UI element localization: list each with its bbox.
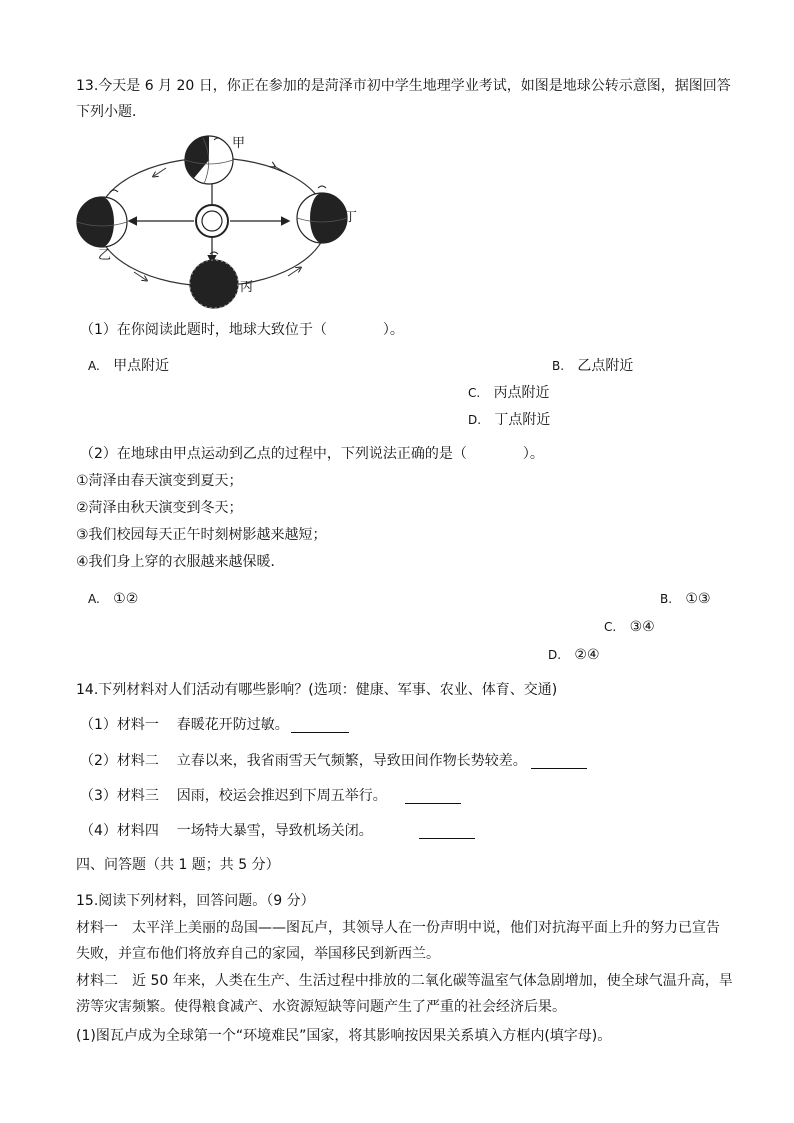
q13-sub2-statement-4: ④我们身上穿的衣服越来越保暖．: [76, 554, 285, 570]
q15-material2-line2: 涝等灾害频繁。使得粮食减产、水资源短缺等问题产生了严重的社会经济后果。: [76, 999, 566, 1015]
q13-intro-line1: 13.今天是 6 月 20 日，你正在参加的是菏泽市初中学生地理学业考试，如图是地球公转示意图，据图回答: [76, 78, 731, 94]
q14-item-1-answer-blank[interactable]: [291, 718, 349, 733]
earth-revolution-diagram: [74, 132, 360, 310]
q14-item-4-answer-blank[interactable]: [419, 824, 475, 839]
q13-sub1-option-c[interactable]: C. 丙点附近: [468, 385, 550, 401]
q13-sub2-statement-1: ①菏泽由春天演变到夏天；: [76, 473, 243, 489]
earth-ding-icon: [297, 186, 347, 243]
q13-sub1-option-a[interactable]: A. 甲点附近: [88, 358, 170, 374]
sun-icon: [196, 205, 228, 237]
q13-intro-line2: 下列小题．: [76, 104, 146, 120]
q15-title: 15.阅读下列材料，回答问题。（9 分）: [76, 893, 315, 909]
q13-sub2-option-a[interactable]: A. ①②: [88, 591, 139, 607]
q14-item-1: （1）材料一 春暖花开防过敏。: [80, 717, 289, 733]
q13-sub2-option-b[interactable]: B. ①③: [660, 591, 711, 607]
q14-item-4: （4）材料四 一场特大暴雪，导致机场关闭。: [80, 823, 373, 839]
label-ding: 丁: [344, 210, 358, 225]
earth-jia-icon: [185, 136, 233, 184]
q13-sub2-option-d[interactable]: D. ②④: [548, 647, 600, 663]
q13-sub2-option-c[interactable]: C. ③④: [604, 619, 655, 635]
q14-item-2: （2）材料二 立春以来，我省雨雪天气频繁，导致田间作物长势较差。: [80, 753, 527, 769]
earth-bing-icon: [190, 252, 238, 308]
q15-material2-line1: 材料二 近 50 年来，人类在生产、生活过程中排放的二氧化碳等温室气体急剧增加，使全球气温升高，旱: [76, 973, 733, 989]
q14-title: 14.下列材料对人们活动有哪些影响？(选项：健康、军事、农业、体育、交通): [76, 682, 558, 698]
label-yi: 乙: [98, 248, 112, 263]
q13-sub2-statement-2: ②菏泽由秋天演变到冬天；: [76, 500, 243, 516]
section4-heading: 四、问答题（共 1 题；共 5 分）: [76, 857, 280, 873]
q14-item-2-answer-blank[interactable]: [531, 754, 587, 769]
q15-sub1-question: (1)图瓦卢成为全球第一个“环境难民”国家，将其影响按因果关系填入方框内(填字母)。: [76, 1028, 612, 1044]
label-bing: 丙: [240, 280, 254, 295]
q13-sub1-option-d[interactable]: D. 丁点附近: [468, 412, 551, 428]
q14-item-3: （3）材料三 因雨，校运会推迟到下周五举行。: [80, 788, 387, 804]
q13-sub2-statement-3: ③我们校园每天正午时刻树影越来越短；: [76, 527, 327, 543]
q15-material1-line2: 失败，并宣布他们将放弃自己的家园，举国移民到新西兰。: [76, 946, 440, 962]
q15-material1-line1: 材料一 太平洋上美丽的岛国——图瓦卢，其领导人在一份声明中说，他们对抗海平面上升的努力已宣告: [76, 920, 720, 936]
q13-sub1-question: （1）在你阅读此题时，地球大致位于（ ）。: [80, 322, 404, 338]
q13-sub2-question: （2）在地球由甲点运动到乙点的过程中，下列说法正确的是（ ）。: [80, 446, 544, 462]
q13-sub1-option-b[interactable]: B. 乙点附近: [552, 358, 634, 374]
earth-yi-icon: [77, 190, 127, 247]
q14-item-3-answer-blank[interactable]: [405, 789, 461, 804]
label-jia: 甲: [232, 136, 246, 151]
